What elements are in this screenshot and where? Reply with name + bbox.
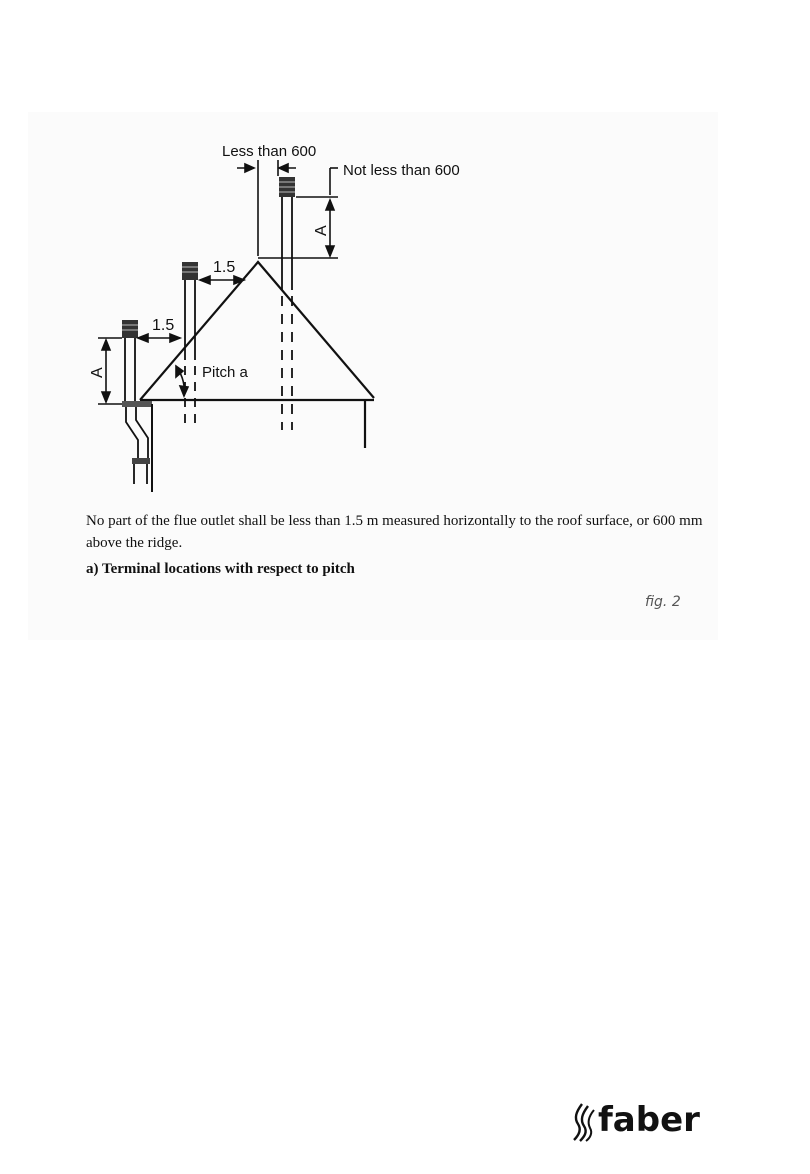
label-1-5-upper: 1.5 [213,259,236,276]
less-than-600-arrows [237,160,296,176]
dimension-1-5-upper [200,276,244,284]
figure-caption: No part of the flue outlet shall be less than 1.5 m measured horizontally to the roof surface, or 600 mm above the ridge. [86,513,703,551]
label-not-less-than-600: Not less than 600 [343,162,460,179]
label-dimension-a-left: A [89,367,106,378]
label-pitch: Pitch a [202,364,248,381]
figure-number: fig. 2 [645,594,681,610]
roof-outline [140,262,374,448]
flue-pipe-eaves [122,320,152,492]
label-dimension-a-upper: A [313,225,330,236]
not-less-than-600-bracket [296,168,338,197]
dimension-1-5-lower [138,334,180,342]
logo-wordmark: faber [598,1100,700,1140]
pitch-angle-arc [176,366,188,396]
label-1-5-lower: 1.5 [152,317,175,334]
flame-icon [568,1102,598,1142]
flue-pipe-ridge [279,177,295,430]
faber-logo [568,1098,718,1146]
label-less-than-600: Less than 600 [222,143,317,160]
figure-subcaption: a) Terminal locations with respect to pitch [86,561,355,577]
